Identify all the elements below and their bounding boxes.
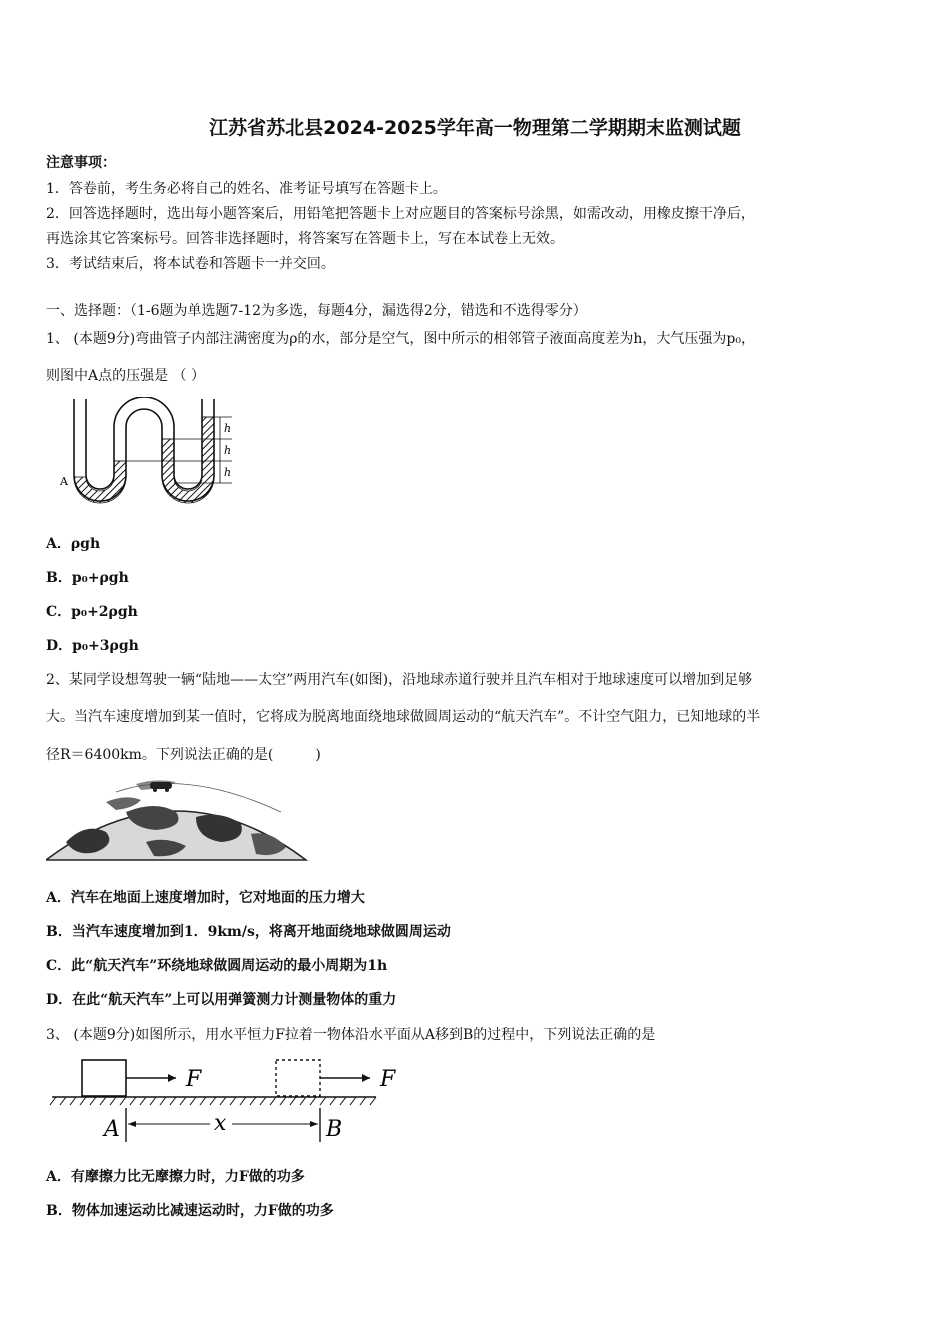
point-b-label: B <box>326 1117 343 1142</box>
force-label: F <box>380 1067 396 1092</box>
option-c: C．p₀+2ρgh <box>46 604 138 620</box>
notice-item: 再选涂其它答案标号。回答非选择题时，将答案写在答题卡上，写在本试卷上无效。 <box>46 231 564 247</box>
question-3-stem: 3、 (本题9分)如图所示，用水平恒力F拉着一物体沿水平面从A移到B的过程中，下列说法正确的是 <box>46 1027 656 1043</box>
notice-item: 1．答卷前，考生务必将自己的姓名、准考证号填写在答题卡上。 <box>46 181 447 197</box>
earth-car-figure <box>46 772 308 864</box>
option-b: B．物体加速运动比减速运动时，力F做的功多 <box>46 1203 334 1219</box>
option-a: A．有摩擦力比无摩擦力时，力F做的功多 <box>46 1169 305 1185</box>
notice-item: 2．回答选择题时，选出每小题答案后，用铅笔把答题卡上对应题目的答案标号涂黑，如需改动，用橡皮擦干净后， <box>46 206 755 222</box>
question-1-stem: 1、 (本题9分)弯曲管子内部注满密度为ρ的水，部分是空气，图中所示的相邻管子液面高度差为h，大气压强为p₀， <box>46 331 756 347</box>
option-a: A．汽车在地面上速度增加时，它对地面的压力增大 <box>46 890 365 906</box>
page-title: 江苏省苏北县2024-2025学年高一物理第二学期期末监测试题 <box>209 117 741 139</box>
option-a: A．ρgh <box>46 536 101 552</box>
figure-h-label: h <box>224 466 232 479</box>
question-2-stem-cont: 径R＝6400km。下列说法正确的是( ) <box>46 747 321 763</box>
notice-heading: 注意事项： <box>46 155 116 171</box>
option-d: D．p₀+3ρgh <box>46 638 139 654</box>
figure-h-label: h <box>224 422 232 435</box>
notice-item: 3．考试结束后，将本试卷和答题卡一并交回。 <box>46 256 335 272</box>
force-label: F <box>186 1067 202 1092</box>
option-b: B．p₀+ρgh <box>46 570 129 586</box>
u-tube-figure <box>56 397 236 519</box>
question-2-stem-cont: 大。当汽车速度增加到某一值时，它将成为脱离地面绕地球做圆周运动的“航天汽车”。不计空气阻力，已知地球的半 <box>46 709 761 725</box>
car-icon <box>150 782 172 789</box>
figure-a-label: A <box>60 475 68 488</box>
figure-h-label: h <box>224 444 232 457</box>
question-2-stem: 2、某同学设想驾驶一辆“陆地——太空”两用汽车(如图)，沿地球赤道行驶并且汽车相对于地球速度可以增加到足够 <box>46 672 753 688</box>
question-1-stem-cont: 则图中A点的压强是 （ ） <box>46 368 206 384</box>
option-c: C．此“航天汽车”环绕地球做圆周运动的最小周期为1h <box>46 958 388 974</box>
section-heading: 一、选择题：（1-6题为单选题7-12为多选，每题4分，漏选得2分，错选和不选得零分） <box>46 303 587 319</box>
option-d: D．在此“航天汽车”上可以用弹簧测力计测量物体的重力 <box>46 992 397 1008</box>
force-figure <box>46 1056 406 1148</box>
option-b: B．当汽车速度增加到1．9km/s，将离开地面绕地球做圆周运动 <box>46 924 451 940</box>
distance-label: x <box>214 1111 227 1136</box>
point-a-label: A <box>104 1117 120 1142</box>
